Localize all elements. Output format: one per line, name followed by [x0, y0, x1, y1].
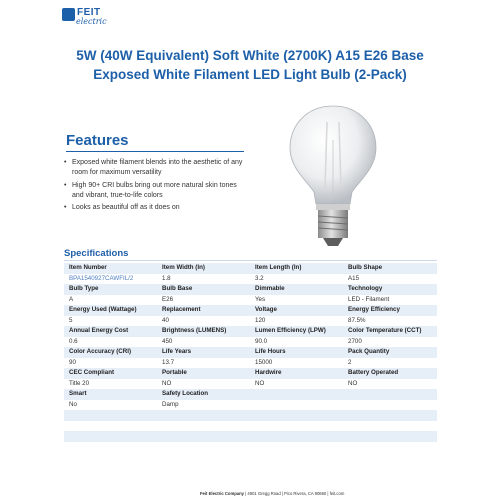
spec-label: Item Number	[69, 264, 107, 271]
spec-label	[250, 389, 343, 400]
spec-label: Portable	[162, 369, 187, 376]
spec-empty-row	[64, 421, 437, 432]
spec-value: 90.0	[255, 337, 268, 345]
spec-value: BPA1540927CAWFIL/2	[69, 274, 134, 282]
spec-value: 90	[69, 358, 76, 366]
spec-label: Voltage	[255, 306, 277, 313]
spec-value: NO	[162, 379, 172, 387]
spec-label: Lumen Efficiency (LPW)	[255, 327, 326, 334]
spec-label: Energy Used (Wattage)	[69, 306, 137, 313]
spec-empty-row	[64, 431, 437, 442]
spec-label: Color Accuracy (CRI)	[69, 348, 132, 355]
spec-label-row	[64, 305, 437, 316]
brand-logo	[62, 8, 108, 30]
spec-value: A15	[348, 274, 360, 282]
spec-label: Bulb Type	[69, 285, 99, 292]
spec-label: Color Temperature (CCT)	[348, 327, 422, 334]
specifications-divider	[64, 260, 437, 261]
spec-value	[343, 400, 437, 411]
spec-label: Safety Location	[162, 390, 209, 397]
spec-value: A	[69, 295, 74, 303]
logo-name: FEIT	[77, 7, 101, 18]
footer-address: 4901 Gregg Road | Pico Rivera, CA 90660 |	[247, 491, 329, 496]
product-title-line-1: 5W (40W Equivalent) Soft White (2700K) A15 E26 Base	[76, 48, 424, 63]
spec-value: E26	[162, 295, 174, 303]
spec-value: 120	[255, 316, 266, 324]
spec-label: Item Width (In)	[162, 264, 205, 271]
spec-value-row	[64, 358, 437, 369]
product-title	[60, 46, 440, 84]
spec-value: No	[69, 400, 77, 408]
spec-value: 0.6	[69, 337, 78, 345]
spec-label: Bulb Shape	[348, 264, 383, 271]
features-list	[62, 158, 247, 215]
spec-value-row	[64, 400, 437, 411]
spec-label: Pack Quantity	[348, 348, 390, 355]
footer-site: feit.com	[329, 491, 345, 496]
spec-value-row	[64, 295, 437, 306]
spec-label: Bulb Base	[162, 285, 193, 292]
spec-empty-row	[64, 410, 437, 421]
page-footer	[200, 491, 344, 496]
spec-label-row	[64, 284, 437, 295]
spec-label: Hardwire	[255, 369, 282, 376]
features-heading: Features	[66, 132, 129, 149]
spec-label: Battery Operated	[348, 369, 399, 376]
spec-label: Smart	[69, 390, 87, 397]
spec-label-row	[64, 389, 437, 400]
spec-value: NO	[348, 379, 358, 387]
spec-value-row	[64, 379, 437, 390]
spec-value-row	[64, 274, 437, 285]
spec-value: 13.7	[162, 358, 175, 366]
spec-value: Yes	[255, 295, 266, 303]
spec-label-row	[64, 368, 437, 379]
spec-value	[250, 400, 343, 411]
feature-item: • High 90+ CRI bulbs bring out more natural skin tones and vibrant, true-to-life colors	[62, 181, 247, 202]
feature-item: • Exposed white filament blends into the aesthetic of any room for maximum versatility	[62, 158, 247, 179]
spec-label: Technology	[348, 285, 383, 292]
spec-value-row	[64, 316, 437, 327]
spec-label: Life Years	[162, 348, 192, 355]
footer-separator: |	[245, 491, 247, 496]
spec-label-row	[64, 326, 437, 337]
spec-value: 40	[162, 316, 169, 324]
spec-label: Item Length (In)	[255, 264, 302, 271]
spec-value: 2700	[348, 337, 362, 345]
spec-label: Annual Energy Cost	[69, 327, 129, 334]
spec-value: LED - Filament	[348, 295, 390, 303]
spec-value: 5	[69, 316, 73, 324]
spec-value: Title 20	[69, 379, 90, 387]
spec-value: 2	[348, 358, 352, 366]
spec-label: Energy Efficiency	[348, 306, 400, 313]
specifications-heading: Specifications	[64, 248, 129, 259]
spec-label: Brightness (LUMENS)	[162, 327, 227, 334]
spec-value: 450	[162, 337, 173, 345]
spec-label-row	[64, 347, 437, 358]
footer-company: Feit Electric Company	[200, 491, 244, 496]
spec-label-row	[64, 263, 437, 274]
spec-value: 15000	[255, 358, 273, 366]
spec-value: NO	[255, 379, 265, 387]
spec-value: 1.8	[162, 274, 171, 282]
logo-tagline: electric	[76, 17, 107, 26]
spec-value: 87.5%	[348, 316, 366, 324]
logo-badge-icon	[62, 8, 75, 21]
product-title-line-2: Exposed White Filament LED Light Bulb (2-Pack)	[93, 67, 407, 82]
spec-value-row	[64, 337, 437, 348]
specifications-table	[64, 263, 437, 442]
spec-label: Dimmable	[255, 285, 285, 292]
feature-item: • Looks as beautiful off as it does on	[62, 203, 247, 213]
spec-label	[343, 389, 437, 400]
spec-value: Damp	[162, 400, 179, 408]
features-divider	[66, 151, 244, 152]
spec-label: Replacement	[162, 306, 201, 313]
spec-label: Life Hours	[255, 348, 286, 355]
spec-label: CEC Compliant	[69, 369, 115, 376]
spec-value: 3.2	[255, 274, 264, 282]
light-bulb-image	[278, 100, 388, 250]
